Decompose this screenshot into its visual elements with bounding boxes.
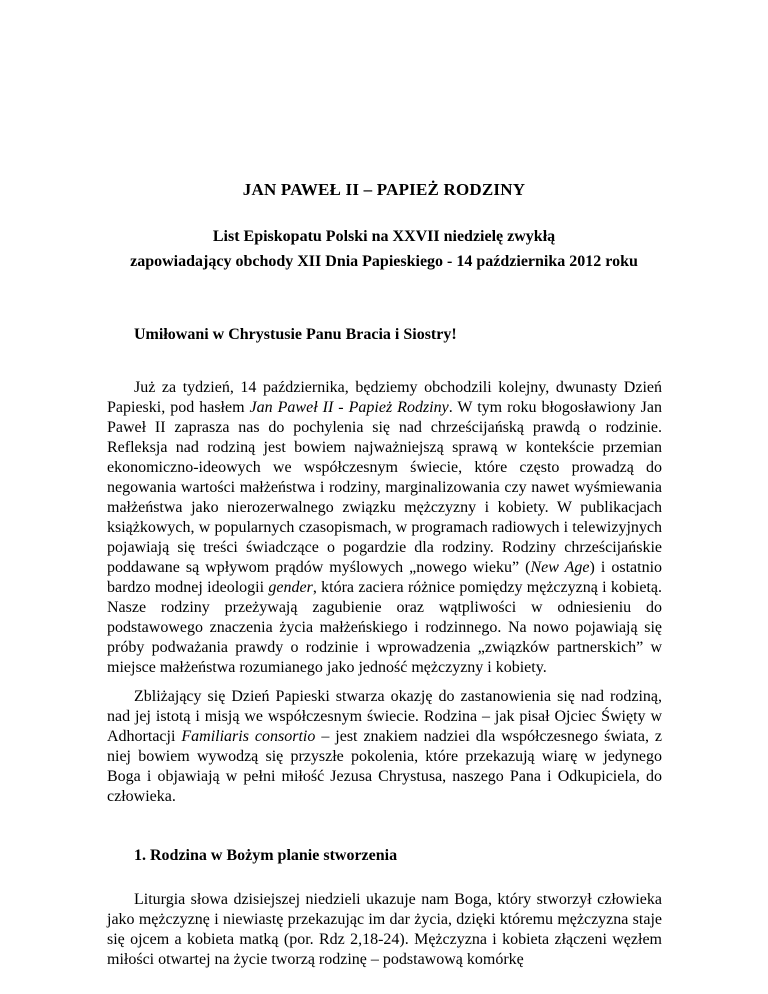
paragraph-1-italic-a: Jan Paweł II - Papież Rodziny <box>249 399 449 416</box>
document-title: JAN PAWEŁ II – PAPIEŻ RODZINY <box>242 180 526 199</box>
paragraph-1 <box>107 378 662 678</box>
document-subtitle-line2: zapowiadający obchody XII Dnia Papieskiego - 14 października 2012 roku <box>130 253 638 270</box>
greeting: Umiłowani w Chrystusie Panu Bracia i Siostry! <box>134 326 457 343</box>
document-subtitle-line1: List Episkopatu Polski na XXVII niedzielę zwykłą <box>212 228 556 245</box>
paragraph-1-text-b: . W tym roku błogosławiony Jan Paweł II zaprasza nas do pochylenia się nad chrześcijańską prawdą o rodzinie. Refleksja nad rodziną jest bowiem najważniejszą sprawą w kontekście przemian ekonomiczno-ideowych we współczesnym świecie, które często prowadzą do negowania wartości małżeństwa i rodziny, marginalizowania czy nawet wyśmiewania małżeństwa jako nierozerwalnego związku mężczyzny i kobiety. W publikacjach książkowych, w popularnych czasopismach, w programach radiowych i telewizyjnych pojawiają się treści świadczące o pogardzie dla rodziny. Rodziny chrześcijańskie poddawane są wpływom prądów myślowych „nowego wieku” ( <box>107 399 663 576</box>
paragraph-1-italic-b: New Age <box>530 559 590 576</box>
paragraph-2 <box>107 687 662 807</box>
paragraph-1-italic-c: gender <box>268 579 313 596</box>
paragraph-2-italic-a: Familiaris consortio <box>181 728 316 745</box>
paragraph-1-text-c: ) i ostatnio bardzo modnej ideologii <box>107 559 663 596</box>
paragraph-1-text-d: , która zaciera różnice pomiędzy mężczyzną i kobietą. Nasze rodziny przeżywają zagubienie oraz wątpliwości w odniesieniu do podstawowego znaczenia życia małżeńskiego i rodzinnego. Na nowo pojawiają się próby podważania prawdy o rodzinie i wprowadzenia „związków partnerskich” w miejsce małżeństwa rozumianego jako jedność mężczyzny i kobiety. <box>107 579 663 676</box>
paragraph-3: Liturgia słowa dzisiejszej niedzieli ukazuje nam Boga, który stworzył człowieka jako mężczyznę i niewiastę przekazując im dar życia, dzięki któremu mężczyzna staje się ojcem a kobieta matką (por. Rdz 2,18-24). Mężczyzna i kobieta złączeni węzłem miłości otwartej na życie tworzą rodzinę – podstawową komórkę <box>107 891 662 968</box>
paragraph-1-text-a: Już za tydzień, 14 października, będziemy obchodzili kolejny, dwunasty Dzień Papieski, pod hasłem <box>107 379 662 416</box>
paragraph-2-text-a: Zbliżający się Dzień Papieski stwarza okazję do zastanowienia się nad rodziną, nad jej istotą i misją we współczesnym świecie. Rodzina – jak pisał Ojciec Święty w Adhortacji <box>107 688 662 745</box>
paragraph-2-text-b: – jest znakiem nadziei dla współczesnego świata, z niej bowiem wywodzą się przyszłe pokolenia, które przekazują wiarę w jedynego Boga i objawiają w pełni miłość Jezusa Chrystusa, naszego Pana i Odkupiciela, do człowieka. <box>107 728 663 805</box>
section-heading-1: 1. Rodzina w Bożym planie stworzenia <box>134 847 398 864</box>
